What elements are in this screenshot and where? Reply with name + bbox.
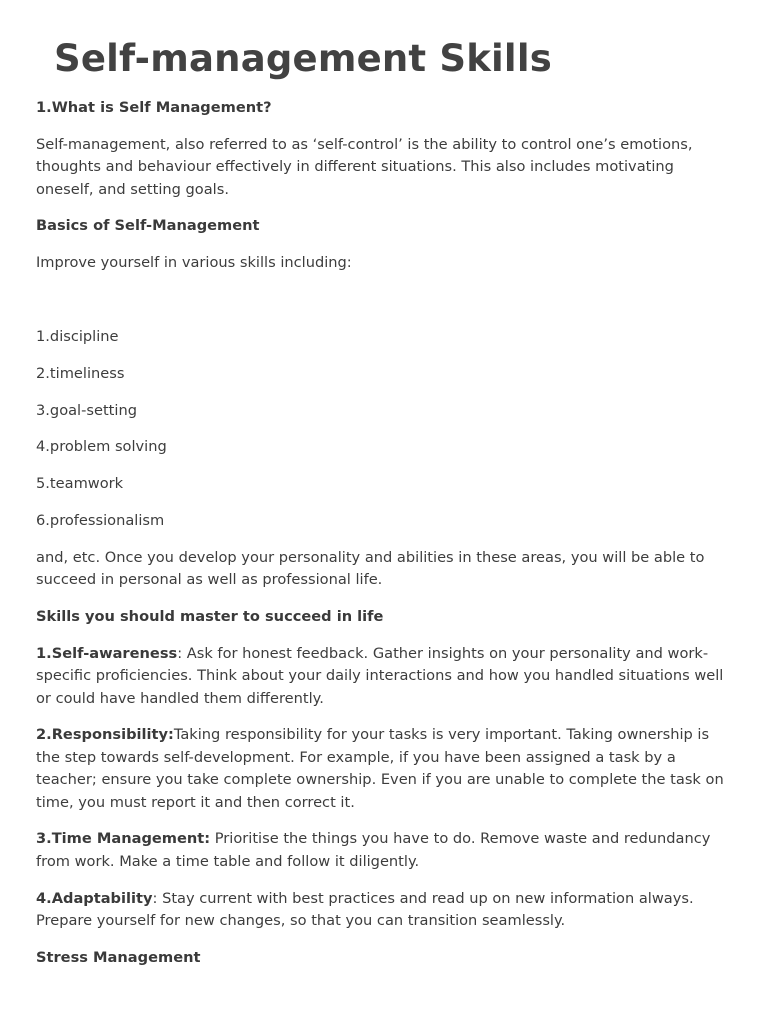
skill-self-awareness [36,643,734,710]
skill-time-management [36,828,734,873]
basics-intro: Improve yourself in various skills including: [36,254,352,272]
skill-description: : Stay current with best practices and read up on new information always. Prepare yourself for new changes, so that you can transition seamlessly. [36,889,694,930]
basics-closing-paragraph: and, etc. Once you develop your personality and abilities in these areas, you will be able to succeed in personal as well as professional life. [36,548,705,589]
skill-label: 3.Time Management: [36,830,211,848]
list-item-teamwork: 5.teamwork [36,475,124,493]
blank-line [36,289,734,326]
skill-adaptability [36,888,734,933]
skill-label: 2.Responsibility: [36,726,174,744]
definition-paragraph: Self-management, also referred to as ‘self-control’ is the ability to control one’s emotions, thoughts and behaviour effectively in different situations. This also includes motivating oneself, and setting goals. [36,135,693,198]
document-body [36,97,734,984]
skill-description: : Ask for honest feedback. Gather insights on your personality and work-specific proficiencies. Think about your daily interactions and how you handled situations well or could have handled them differently. [36,644,724,707]
list-item-goal-setting: 3.goal-setting [36,401,137,419]
skill-description: Taking responsibility for your tasks is very important. Taking ownership is the step towards self-development. For example, if you have been assigned a task by a teacher; ensure you take complete ownership. Even if you are unable to complete the task on time, you must report it and then correct it. [36,726,724,811]
skill-label: 4.Adaptability [36,889,153,907]
section-heading-what-is: 1.What is Self Management? [36,99,272,116]
section-heading-skills: Skills you should master to succeed in life [36,607,384,625]
list-item-problem-solving: 4.problem solving [36,438,167,456]
list-item-discipline: 1.discipline [36,328,119,345]
list-item-timeliness: 2.timeliness [36,364,125,382]
section-heading-stress: Stress Management [36,948,201,966]
skill-description: Prioritise the things you have to do. Remove waste and redundancy from work. Make a time table and follow it diligently. [36,830,711,870]
skill-responsibility [36,724,734,814]
skill-label: 1.Self-awareness [36,644,178,662]
list-item-professionalism: 6.professionalism [36,511,165,529]
section-heading-basics: Basics of Self-Management [36,217,260,235]
page-title: Self-management Skills [54,37,552,80]
